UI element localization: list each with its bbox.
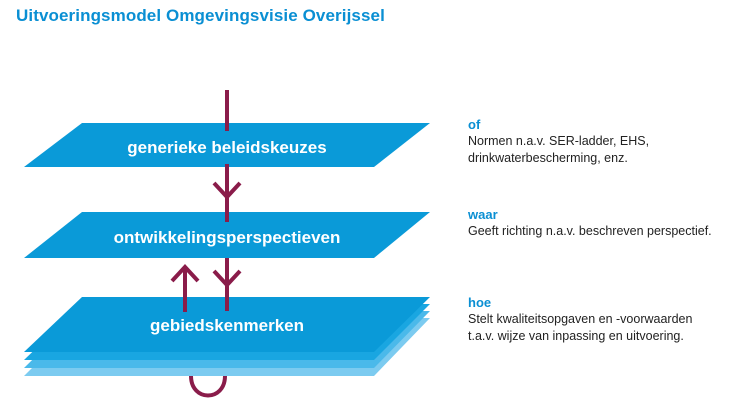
page-title: Uitvoeringsmodel Omgevingsvisie Overijssel <box>16 6 385 25</box>
plane-label-generiek: generieke beleidskeuzes <box>127 138 327 157</box>
note-heading-hoe: hoe <box>468 295 492 310</box>
note-waar <box>468 206 736 240</box>
note-line: t.a.v. wijze van inpassing en uitvoering. <box>468 329 684 343</box>
note-line: drinkwaterbescherming, enz. <box>468 151 628 165</box>
note-hoe <box>468 294 736 345</box>
note-of <box>468 116 736 167</box>
plane-label-ontwikkeling: ontwikkelingsperspectieven <box>113 228 341 247</box>
loop-arrow-icon <box>191 376 225 396</box>
note-heading-waar: waar <box>468 207 498 222</box>
note-heading-of: of <box>468 117 481 132</box>
note-line: Stelt kwaliteitsopgaven en -voorwaarden <box>468 312 693 326</box>
note-line: Normen n.a.v. SER-ladder, EHS, <box>468 134 650 148</box>
note-line: Geeft richting n.a.v. beschreven perspectief. <box>468 224 712 238</box>
plane-label-gebied: gebiedskenmerken <box>149 316 305 335</box>
